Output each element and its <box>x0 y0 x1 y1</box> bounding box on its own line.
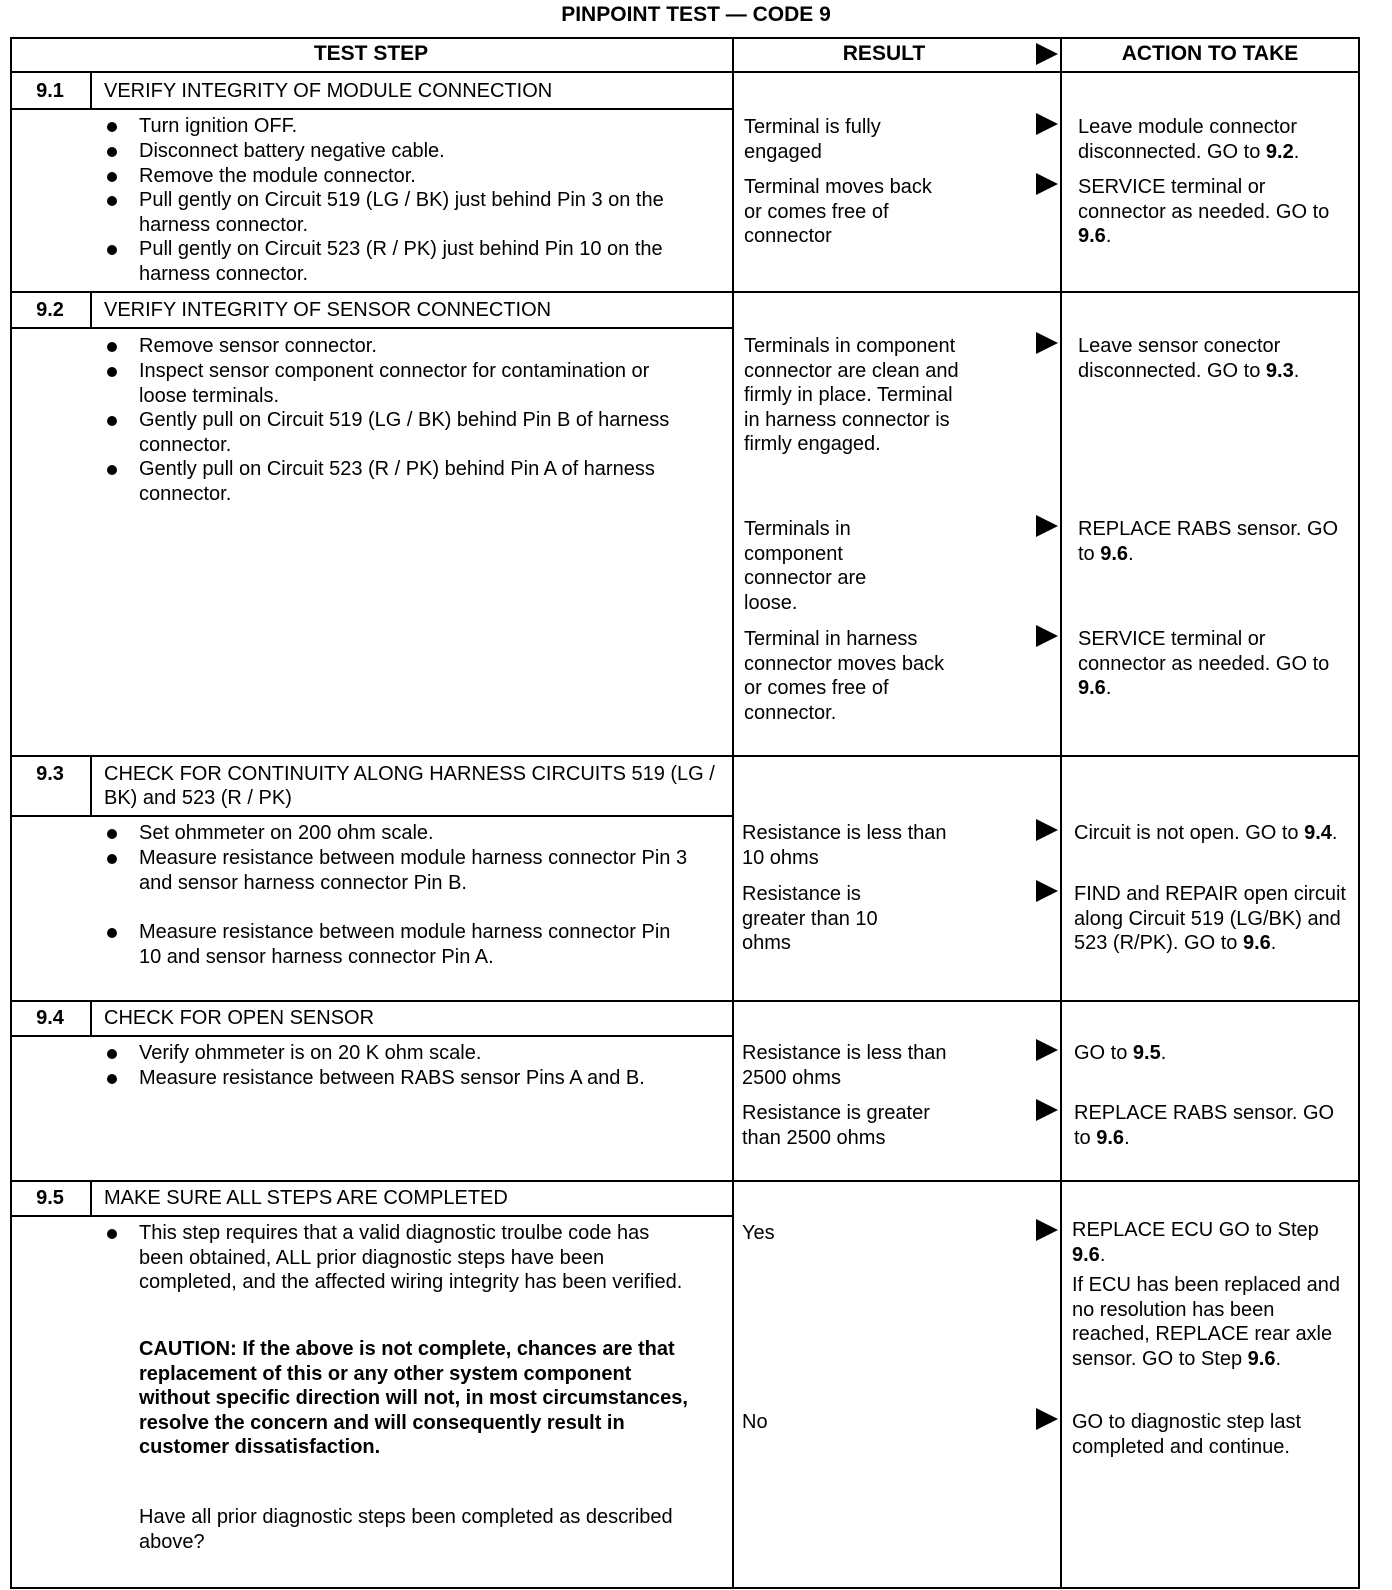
step-title: MAKE SURE ALL STEPS ARE COMPLETED <box>104 1187 508 1209</box>
action-text: Leave module connector disconnected. GO to 9.2. <box>1078 116 1300 163</box>
question-text: Have all prior diagnostic steps been completed as described above? <box>139 1506 673 1553</box>
step-title: VERIFY INTEGRITY OF MODULE CONNECTION <box>104 80 553 102</box>
bullet-icon <box>107 147 117 157</box>
step-title: VERIFY INTEGRITY OF SENSOR CONNECTION <box>104 299 552 321</box>
step-id-divider <box>90 755 92 817</box>
step-id-divider <box>90 71 92 110</box>
caution-text: CAUTION: If the above is not complete, chances are that replacement of this or any other system component without specific direction will not, in most circumstances, resolve the concern and will consequently result in customer dissatisfaction. <box>139 1338 688 1459</box>
header-action: ACTION TO TAKE <box>1121 42 1299 65</box>
result-text: Terminals in component connector are clean and firmly in place. Terminal in harness connector is firmly engaged. <box>744 335 959 456</box>
step-title: CHECK FOR CONTINUITY ALONG HARNESS CIRCUITS 519 (LG / BK) and 523 (R / PK) <box>104 763 715 809</box>
arrow-icon <box>1036 1039 1058 1061</box>
step-id: 9.5 <box>36 1187 64 1209</box>
result-text: Resistance is greater than 2500 ohms <box>742 1102 930 1149</box>
step-divider <box>10 1000 1360 1002</box>
step-id: 9.3 <box>36 763 64 785</box>
arrow-icon <box>1036 332 1058 354</box>
arrow-icon <box>1036 625 1058 647</box>
action-text: REPLACE RABS sensor. GO to 9.6. <box>1078 518 1339 565</box>
step-id: 9.2 <box>36 299 64 321</box>
bullet-item: Remove the module connector. <box>107 164 707 189</box>
result-text: Resistance is greater than 10 ohms <box>742 883 878 955</box>
result-text: Resistance is less than 2500 ohms <box>742 1042 947 1089</box>
bullet-item: Pull gently on Circuit 519 (LG / BK) just behind Pin 3 on the harness connector. <box>107 188 707 237</box>
action-text: Leave sensor conector disconnected. GO to 9.3. <box>1078 335 1300 382</box>
bullet-item: Measure resistance between RABS sensor Pins A and B. <box>107 1066 692 1091</box>
action-text: SERVICE terminal or connector as needed. GO to 9.6. <box>1078 628 1330 700</box>
bullet-icon <box>107 172 117 182</box>
page-title: PINPOINT TEST — CODE 9 <box>561 3 831 26</box>
step-divider <box>10 1180 1360 1182</box>
step-title: CHECK FOR OPEN SENSOR <box>104 1007 375 1029</box>
bullet-icon <box>107 829 117 839</box>
result-text: Resistance is less than 10 ohms <box>742 822 947 869</box>
bullet-item: Gently pull on Circuit 519 (LG / BK) behind Pin B of harness connector. <box>107 408 692 457</box>
bullet-item: Disconnect battery negative cable. <box>107 139 707 164</box>
bullet-icon <box>107 245 117 255</box>
result-text: Terminal is fully engaged <box>744 116 881 163</box>
result-text: Terminal in harness connector moves back or comes free of connector. <box>744 628 945 724</box>
step-id-divider <box>90 1180 92 1217</box>
bullet-item: Verify ohmmeter is on 20 K ohm scale. <box>107 1041 692 1066</box>
arrow-icon <box>1036 515 1058 537</box>
bullet-icon <box>107 122 117 132</box>
step-id-divider <box>90 291 92 329</box>
step-id: 9.4 <box>36 1007 64 1029</box>
step-divider <box>10 755 1360 757</box>
bullet-icon <box>107 196 117 206</box>
bullet-icon <box>107 928 117 938</box>
bullet-icon <box>107 342 117 352</box>
arrow-icon <box>1036 113 1058 135</box>
bullet-item: Set ohmmeter on 200 ohm scale. <box>107 821 697 846</box>
col-divider-2 <box>1060 37 1062 1589</box>
result-text: Terminals in component connector are loose. <box>744 518 867 614</box>
result-text: Yes <box>742 1222 775 1244</box>
result-text: Terminal moves back or comes free of connector <box>744 176 932 248</box>
step-id: 9.1 <box>36 80 64 102</box>
bullet-item: Measure resistance between module harness connector Pin 10 and sensor harness connector Pin A. <box>107 920 697 969</box>
bullet-item: Inspect sensor component connector for contamination or loose terminals. <box>107 359 692 408</box>
result-text: No <box>742 1411 768 1433</box>
step-title-underline <box>10 327 732 329</box>
bullet-item: Gently pull on Circuit 523 (R / PK) behind Pin A of harness connector. <box>107 457 692 506</box>
header-divider <box>10 71 1360 73</box>
bullet-item: Remove sensor connector. <box>107 334 692 359</box>
bullet-icon <box>107 465 117 475</box>
header-arrow-icon <box>1036 43 1058 65</box>
bullet-icon <box>107 367 117 377</box>
bullet-icon <box>107 1049 117 1059</box>
col-divider-1 <box>732 37 734 1589</box>
action-text: REPLACE ECU GO to Step 9.6. <box>1072 1219 1319 1266</box>
step-title-underline <box>10 1215 732 1217</box>
arrow-icon <box>1036 1099 1058 1121</box>
step-id-divider <box>90 1000 92 1037</box>
arrow-icon <box>1036 819 1058 841</box>
bullet-item: Pull gently on Circuit 523 (R / PK) just behind Pin 10 on the harness connector. <box>107 237 707 286</box>
action-note: If ECU has been replaced and no resolution has been reached, REPLACE rear axle sensor. GO to Step 9.6. <box>1072 1274 1340 1370</box>
action-text: REPLACE RABS sensor. GO to 9.6. <box>1074 1102 1335 1149</box>
bullet-icon <box>107 1229 117 1239</box>
bullet-icon <box>107 854 117 864</box>
arrow-icon <box>1036 880 1058 902</box>
action-text: Circuit is not open. GO to 9.4. <box>1074 822 1338 844</box>
bullet-item: Measure resistance between module harness connector Pin 3 and sensor harness connector Pin B. <box>107 846 697 895</box>
bullet-icon <box>107 416 117 426</box>
action-text: GO to 9.5. <box>1074 1042 1167 1064</box>
action-text: GO to diagnostic step last completed and continue. <box>1072 1411 1302 1458</box>
step-title-underline <box>10 108 732 110</box>
bullet-icon <box>107 1074 117 1084</box>
step-title-underline <box>10 1035 732 1037</box>
arrow-icon <box>1036 1219 1058 1241</box>
action-text: FIND and REPAIR open circuit along Circuit 519 (LG/BK) and 523 (R/PK). GO to 9.6. <box>1074 883 1346 955</box>
bullet-item: Turn ignition OFF. <box>107 114 707 139</box>
arrow-icon <box>1036 1408 1058 1430</box>
step-title-underline <box>10 815 732 817</box>
arrow-icon <box>1036 173 1058 195</box>
action-text: SERVICE terminal or connector as needed. GO to 9.6. <box>1078 176 1330 248</box>
header-result: RESULT <box>842 42 926 65</box>
bullet-item: This step requires that a valid diagnostic troulbe code has been obtained, ALL prior diagnostic steps have been completed, and the affected wiring integrity has been verified. <box>107 1221 697 1295</box>
step-divider <box>10 291 1360 293</box>
header-test-step: TEST STEP <box>313 42 429 65</box>
